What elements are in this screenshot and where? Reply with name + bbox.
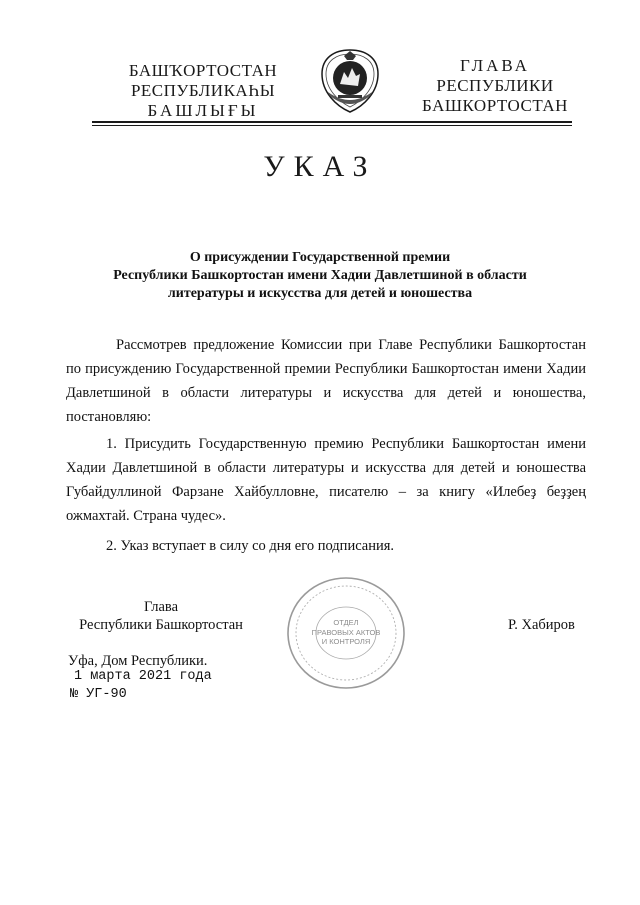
body-item-1: 1. Присудить Государственную премию Республики Башкортостан имени Хадии Давлетшиной в области литературы и искусства для детей и юношества Губайдуллиной Фарзане Хайбулловне, писателю – за книгу «Илебеҙ беҙҙең ожмахтай. Страна чудес». (66, 436, 586, 524)
header-left-block (108, 61, 298, 121)
signature-position (66, 598, 256, 634)
signature-position-line-2: Республики Башкортостан (79, 617, 243, 633)
header-left-line-2: РЕСПУБЛИКАҺЫ (130, 81, 276, 100)
footer-date: 1 марта 2021 года (74, 669, 212, 684)
body-item-2: 2. Указ вступает в силу со дня его подписания. (106, 538, 395, 554)
signature-position-line-1: Глава (143, 599, 179, 615)
signature-name: Р. Хабиров (508, 617, 575, 633)
header-right-line-2: РЕСПУБЛИКИ (436, 76, 554, 95)
header-right-line-1: ГЛАВА (460, 56, 530, 75)
header-rule-thin (92, 125, 572, 126)
footer-number: № УГ-90 (70, 687, 127, 702)
subject-line-1: О присуждении Государственной премии (189, 250, 451, 265)
official-stamp (284, 574, 408, 692)
header-left-line-1: БАШҠОРТОСТАН (128, 61, 278, 80)
coat-of-arms-icon (318, 48, 382, 114)
stamp-line-3: И КОНТРОЛЯ (321, 637, 371, 646)
header-right-block (410, 56, 580, 116)
header-right-line-3: БАШКОРТОСТАН (422, 96, 568, 115)
decree-subject (80, 249, 560, 303)
subject-line-2: Республики Башкортостан имени Хадии Давлетшиной в области (113, 268, 527, 283)
footer-place: Уфа, Дом Республики. (68, 653, 208, 669)
stamp-line-1: ОТДЕЛ (333, 618, 359, 627)
header-rule-thick (92, 121, 572, 123)
header-left-line-3: БАШЛЫҒЫ (147, 101, 259, 120)
body-intro: Рассмотрев предложение Комиссии при Главе Республики Башкортостан по присуждению Государственной премии Республики Башкортостан имени Хадии Давлетшиной в области литературы и искусства для детей и юношества, постановляю: (66, 337, 586, 425)
stamp-line-2: ПРАВОВЫХ АКТОВ (311, 627, 381, 637)
document-title: УКАЗ (263, 150, 377, 183)
subject-line-3: литературы и искусства для детей и юношества (167, 286, 473, 301)
